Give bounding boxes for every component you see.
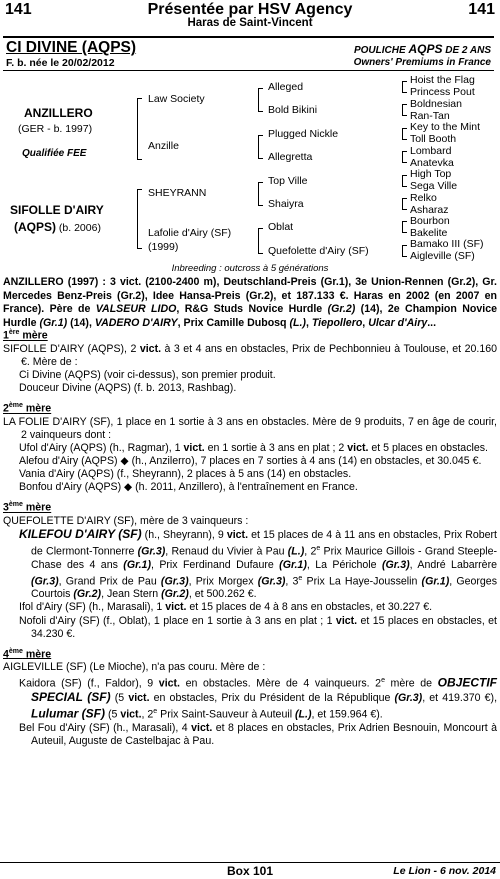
box-number: Box 101 [226,864,274,878]
bracket-g2-sire [137,98,142,160]
dam-line-body [3,322,497,748]
bracket-g4 [402,128,407,140]
produce-entry: Nofoli d'Airy (SF) (f., Oblat), 1 place en 1 sortie à 3 ans en plat ; 1 vict. et 15 places en obstacles, et 34.230 €. [19,614,497,640]
stud-subtitle: Haras de Saint-Vincent [187,17,313,29]
pedigree-gen2: Lafolie d'Airy (SF) [148,227,232,239]
horse-birth: F. b. née le 20/02/2012 [6,57,115,69]
bracket-g3 [258,135,263,159]
dam-paragraph: LA FOLIE D'AIRY (SF), 1 place en 1 sortie à 3 ans en obstacles. Mère de 9 produits, 7 en âge de courir, 2 vainqueurs dont : [3,415,497,441]
bracket-g4 [402,198,407,210]
pedigree-gen2: SHEYRANN [148,187,207,199]
pedigree-gen4: Boldnesian [410,98,462,110]
bracket-g3 [258,88,263,112]
section-heading-3rd-dam: 3ème mère [3,501,52,514]
bracket-g3 [258,182,263,206]
dam-paragraph: SIFOLLE D'AIRY (AQPS), 2 vict. à 3 et 4 ans en obstacles, Prix de Pechbonnieu à Toulouse, et 20.160 €. Mère de : [3,342,497,368]
produce-entry: Vania d'Airy (AQPS) (f., Sheyrann), 2 places à 5 ans (14) en obstacles. [19,468,352,480]
pedigree-gen4: Relko [410,192,437,204]
bracket-g3 [258,228,263,254]
produce-entry: Ifol d'Airy (SF) (h., Marasali), 1 vict. et 15 places de 4 à 8 ans en obstacles, et 30.227 €. [19,601,433,614]
pedigree-gen2: (1999) [148,241,179,253]
pedigree-gen4: Bourbon [410,215,450,227]
produce-entry: Douceur Divine (AQPS) (f. b. 2013, Rashbag). [19,381,237,394]
produce-entry: Alefou d'Airy (AQPS) ◆ (h., Anzilerro), 7 places en 7 sorties à 4 ans (14) en obstacles, et 30.045 €. [19,454,482,467]
pedigree-table [0,70,500,280]
pedigree-gen2: Law Society [148,93,205,105]
bracket-g4 [402,175,407,187]
consignor-title: Présentée par HSV Agency [147,1,353,18]
pedigree-gen4: Bakelite [410,227,448,239]
owners-premium: Owners' Premiums in France [353,57,491,68]
sire-note: Qualifiée FEE [22,148,87,159]
horse-sex-type: POULICHE AQPS DE 2 ANS [353,42,491,56]
bracket-g4 [402,151,407,163]
dam-paragraph: AIGLEVILLE (SF) (Le Mioche), n'a pas couru. Mère de : [3,661,266,674]
inbreeding-note: Inbreeding : outcross à 5 générations [171,263,329,274]
pedigree-gen4: Aigleville (SF) [410,250,475,262]
page-header [0,0,500,32]
sale-venue-date: Le Lion - 6 nov. 2014 [393,865,496,877]
lot-number-left: 141 [5,1,32,18]
pedigree-gen4: Princess Pout [410,86,475,98]
sire-name: ANZILLERO [24,106,93,120]
produce-entry: Bel Fou d'Airy (SF) (h., Marasali), 4 vict. et 8 places en obstacles, Prix Adrien Besnouin, Moncourt à Auteuil, Auguste de Castelbajac à Pau. [19,721,497,747]
sire-details: (GER - b. 1997) [18,123,93,135]
produce-entry: Kaidora (SF) (f., Faldor), 9 vict. en obstacles. Mère de 4 vainqueurs. 2e mère de OBJECTIF SPECIAL (SF) (5 vict. en obstacles, Prix du Président de la République (Gr.3), et 419.370 €), Lulumar (SF) (5 vict., 2e Prix Saint-Sauveur à Auteuil (L.), et 159.964 €). [19,675,498,721]
section-heading-2nd-dam: 2ème mère [3,402,52,415]
sire-summary: ANZILLERO (1997) : 3 vict. (2100-2400 m), Deutschland-Preis (Gr.1), 3e Union-Rennen (Gr.2), Gr. Mercedes Benz-Preis (Gr.2), Idee Hansa-Preis (Gr.2), et 187.133 €. Haras en 2002 (en 2007 en France). Père de VALSEUR LIDO, R&G Studs Novice Hurdle (Gr.2) (14), 2e Champion Novice Hurdle (Gr.1) (14), VADERO D'AIRY, Prix Camille Dubosq (L.), Tiepollero, Ulcar d'Airy... [3,276,497,329]
pedigree-gen4: Bamako III (SF) [410,238,484,250]
horse-name: CI DIVINE (AQPS) [6,39,137,56]
pedigree-gen3: Plugged Nickle [268,128,339,140]
pedigree-gen4: Asharaz [410,204,449,216]
page-footer [0,862,500,879]
dam-name: SIFOLLE D'AIRY [10,203,104,217]
produce-entry: Ufol d'Airy (AQPS) (h., Ragmar), 1 vict. en 1 sortie à 3 ans en plat ; 2 vict. et 5 places en obstacles. [19,441,488,454]
dam-paragraph: QUEFOLETTE D'AIRY (SF), mère de 3 vainqueurs : [3,514,249,527]
pedigree-gen4: Sega Ville [410,180,458,192]
bracket-g4 [402,221,407,233]
produce-entry: Ci Divine (AQPS) (voir ci-dessus), son premier produit. [19,368,276,381]
bracket-g4 [402,104,407,116]
pedigree-gen3: Bold Bikini [268,104,318,116]
pedigree-gen3: Top Ville [268,175,308,187]
pedigree-gen4: High Top [410,168,452,180]
pedigree-gen3: Quefolette d'Airy (SF) [268,245,369,257]
pedigree-gen4: Ran-Tan [410,110,450,122]
section-heading-1st-dam: 1ère mère [3,329,48,342]
pedigree-gen2: Anzille [148,140,179,152]
pedigree-gen3: Allegretta [268,151,313,163]
pedigree-gen4: Lombard [410,145,452,157]
pedigree-gen4: Hoist the Flag [410,74,475,86]
dam-details: (AQPS) (b. 2006) [14,220,101,234]
pedigree-gen3: Oblat [268,221,294,233]
pedigree-gen4: Toll Booth [410,133,457,145]
produce-entry: KILEFOU D'AIRY (SF) (h., Sheyrann), 9 vict. et 15 places de 4 à 11 ans en obstacles, Prix Robert de Clermont-Tonnerre (Gr.3), Renaud du Vivier à Pau (L.), 2e Prix Maurice Gillois - Grand Steeple-Chase des 4 ans (Gr.1), Prix Ferdinand Dufaure (Gr.1), La Périchole (Gr.3), André Labarrère (Gr.3), Grand Prix de Pau (Gr.3), Prix Morgex (Gr.3), 3e Prix La Haye-Jousselin (Gr.1), Georges Courtois (Gr.2), Jean Stern (Gr.2), et 500.262 €. [19,526,498,601]
pedigree-gen4: Key to the Mint [410,121,481,133]
bracket-g2-dam [137,189,142,249]
horse-title-box [3,36,494,71]
pedigree-gen3: Alleged [268,81,304,93]
bracket-g4 [402,245,407,257]
produce-entry: Bonfou d'Airy (AQPS) ◆ (h. 2011, Anzillero), à l'entraînement en France. [19,481,358,494]
pedigree-gen4: Anatevka [410,157,454,169]
section-heading-4th-dam: 4ème mère [3,647,52,661]
lot-number-right: 141 [468,1,495,18]
pedigree-gen3: Shaiyra [268,198,304,210]
bracket-g4 [402,81,407,93]
